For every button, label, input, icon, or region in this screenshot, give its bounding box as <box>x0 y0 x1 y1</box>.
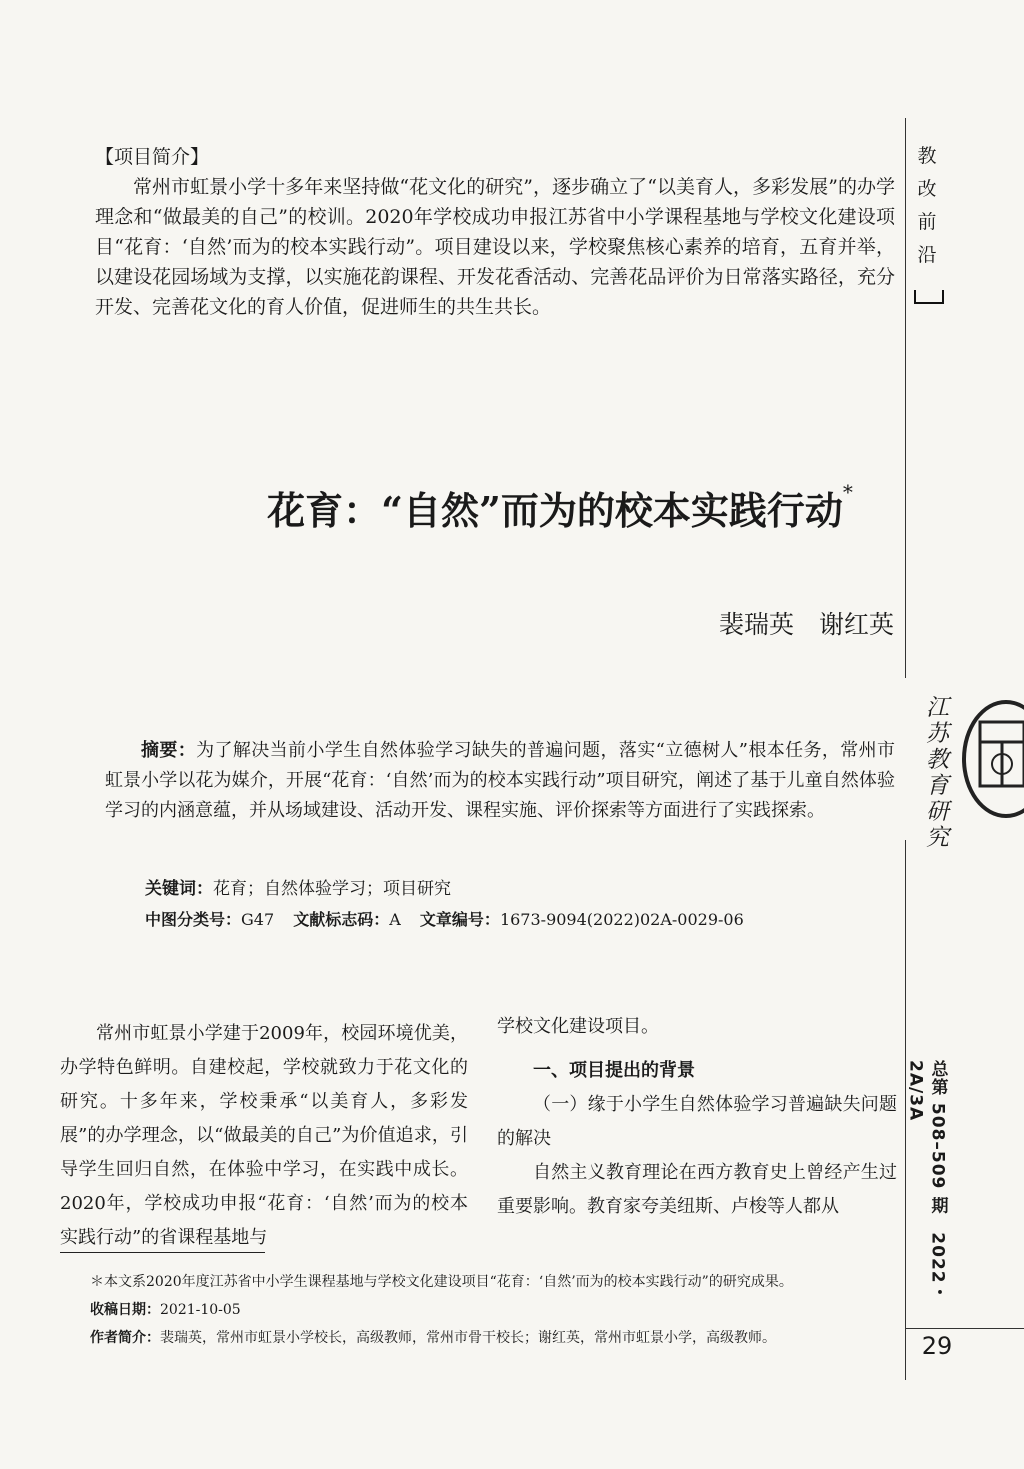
page-number-rule <box>905 1328 1024 1329</box>
page-number: 29 <box>921 1332 953 1360</box>
article-title <box>210 480 910 535</box>
footnote-received <box>90 1296 241 1324</box>
doc-code-value: A <box>389 910 401 929</box>
section-heading: 一、项目提出的背景 <box>533 1060 695 1081</box>
author-info: 裴瑞英，常州市虹景小学校长，高级教师，常州市骨干校长；谢红英，常州市虹景小学，高级教师。 <box>160 1330 776 1346</box>
keywords <box>145 874 451 899</box>
clc-label: 中图分类号： <box>145 910 242 929</box>
section-label: 教改前沿 <box>917 145 937 266</box>
journal-seal-icon <box>962 700 1024 818</box>
right-continuation: 学校文化建设项目。 <box>497 1016 659 1037</box>
issue-info: 总第 508–509 期 2022・2A/3A <box>905 1060 948 1302</box>
classification <box>145 907 744 930</box>
keywords-label: 关键词： <box>145 879 213 899</box>
intro-text: 常州市虹景小学十多年来坚持做“花文化的研究”，逐步确立了“以美育人，多彩发展”的办学理念和“做最美的自己”的校训。2020年学校成功申报江苏省中小学课程基地与学校文化建设项目“花育：‘自然’而为的校本实践行动”。项目建设以来，学校聚焦核心素养的培育，五育并举，以建设花园场域为支撑，以实施花韵课程、开发花香活动、完善花品评价为日常落实路径，充分开发、完善花文化的育人价值，促进师生的共生共长。 <box>95 176 895 318</box>
abstract-text: 为了解决当前小学生自然体验学习缺失的普遍问题，落实“立德树人”根本任务，常州市虹景小学以花为媒介，开展“花育：‘自然’而为的校本实践行动”项目研究，阐述了基于儿童自然体验学习的内涵意蕴，并从场域建设、活动开发、课程实施、评价探索等方面进行了实践探索。 <box>105 740 896 821</box>
footnote-rule <box>60 1252 265 1253</box>
clc-value: G47 <box>241 910 275 929</box>
abstract-label: 摘要： <box>141 740 197 761</box>
title-footnote-mark: * <box>842 480 853 504</box>
body-right-column <box>497 1010 897 1224</box>
received-date: 2021-10-05 <box>160 1302 241 1318</box>
keywords-text: 花育；自然体验学习；项目研究 <box>213 879 451 899</box>
doc-code-label: 文献标志码： <box>293 910 390 929</box>
subsection-heading: （一）缘于小学生自然体验学习普遍缺失问题的解决 <box>497 1094 897 1149</box>
article-title-text: 花育：“自然”而为的校本实践行动 <box>267 488 843 533</box>
received-label: 收稿日期： <box>90 1302 160 1318</box>
intro-label: 【项目简介】 <box>95 146 210 168</box>
sidebar-divider-top <box>905 118 906 678</box>
article-no-label: 文章编号： <box>419 910 500 929</box>
authors: 裴瑞英 谢红英 <box>718 610 894 639</box>
section-bracket <box>914 290 944 304</box>
author-label: 作者简介： <box>90 1330 160 1346</box>
body-left-column: 常州市虹景小学建于2009年，校园环境优美，办学特色鲜明。自建校起，学校就致力于花文化的研究。十多年来，学校秉承“以美育人，多彩发展”的办学理念，以“做最美的自己”为价值追求，引导学生回归自然，在体验中学习，在实践中成长。2020年，学校成功申报“花育：‘自然’而为的校本实践行动”的省课程基地与 <box>60 1023 468 1248</box>
article-no-value: 1673-9094(2022)02A-0029-06 <box>499 910 744 929</box>
right-paragraph: 自然主义教育理论在西方教育史上曾经产生过重要影响。教育家夸美纽斯、卢梭等人都从 <box>497 1162 897 1217</box>
journal-name: 江苏教育研究 <box>926 695 949 851</box>
abstract <box>105 736 895 826</box>
footnote-author <box>90 1324 776 1352</box>
footnote-fund: ＊本文系2020年度江苏省中小学生课程基地与学校文化建设项目“花育：‘自然’而为的校本实践行动”的研究成果。 <box>90 1274 793 1290</box>
